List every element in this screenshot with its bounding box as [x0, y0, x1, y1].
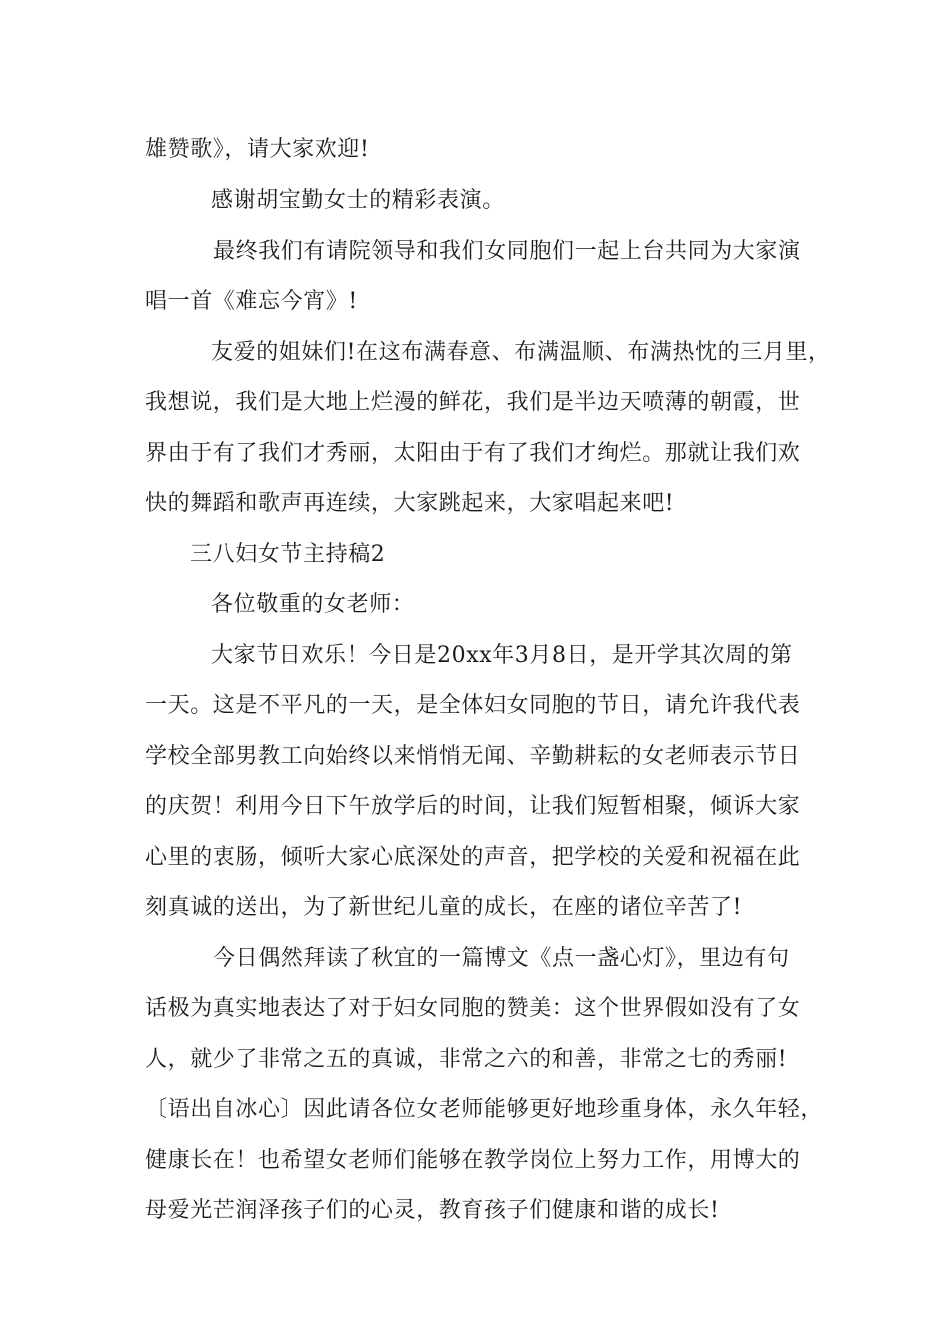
text-line: 大家节日欢乐！今日是20xx年3月8日，是开学其次周的第	[211, 643, 793, 668]
text-line: 各位敬重的女老师：	[211, 592, 415, 617]
text-line: 界由于有了我们才秀丽，太阳由于有了我们才绚烂。那就让我们欢	[145, 441, 801, 466]
text-line: 刻真诚的送出，为了新世纪儿童的成长，在座的诸位辛苦了!	[145, 895, 743, 920]
text-line: 感谢胡宝勤女士的精彩表演。	[211, 188, 505, 213]
text-line: 最终我们有请院领导和我们女同胞们一起上台共同为大家演	[213, 239, 801, 264]
text-line: 今日偶然拜读了秋宜的一篇博文《点一盏心灯》，里边有句	[213, 946, 790, 971]
text-line: 健康长在！也希望女老师们能够在教学岗位上努力工作，用博大的	[145, 1148, 801, 1173]
text-line: 雄赞歌》，请大家欢迎!	[145, 137, 370, 162]
text-line: 心里的衷肠，倾听大家心底深处的声音，把学校的关爱和祝福在此	[145, 845, 801, 870]
text-line: 一天。这是不平凡的一天，是全体妇女同胞的节日，请允许我代表	[145, 693, 801, 718]
text-line: 快的舞蹈和歌声再连续，大家跳起来，大家唱起来吧!	[145, 491, 675, 516]
text-line: 母爱光芒润泽孩子们的心灵，教育孩子们健康和谐的成长!	[145, 1198, 720, 1223]
text-line: 〔语出自冰心〕因此请各位女老师能够更好地珍重身体，永久年轻，	[145, 1097, 824, 1122]
text-line: 友爱的姐妹们!在这布满春意、布满温顺、布满热忱的三月里，	[211, 340, 831, 365]
section-heading: 三八妇女节主持稿2	[190, 542, 386, 567]
text-line: 学校全部男教工向始终以来悄悄无闻、辛勤耕耘的女老师表示节日	[145, 744, 801, 769]
text-line: 的庆贺！利用今日下午放学后的时间，让我们短暂相聚，倾诉大家	[145, 794, 801, 819]
text-line: 话极为真实地表达了对于妇女同胞的赞美：这个世界假如没有了女	[145, 996, 801, 1021]
text-line: 我想说，我们是大地上烂漫的鲜花，我们是半边天喷薄的朝霞，世	[145, 390, 801, 415]
text-line: 人，就少了非常之五的真诚，非常之六的和善，非常之七的秀丽!	[145, 1047, 788, 1072]
text-line: 唱一首《难忘今宵》!	[145, 289, 358, 314]
